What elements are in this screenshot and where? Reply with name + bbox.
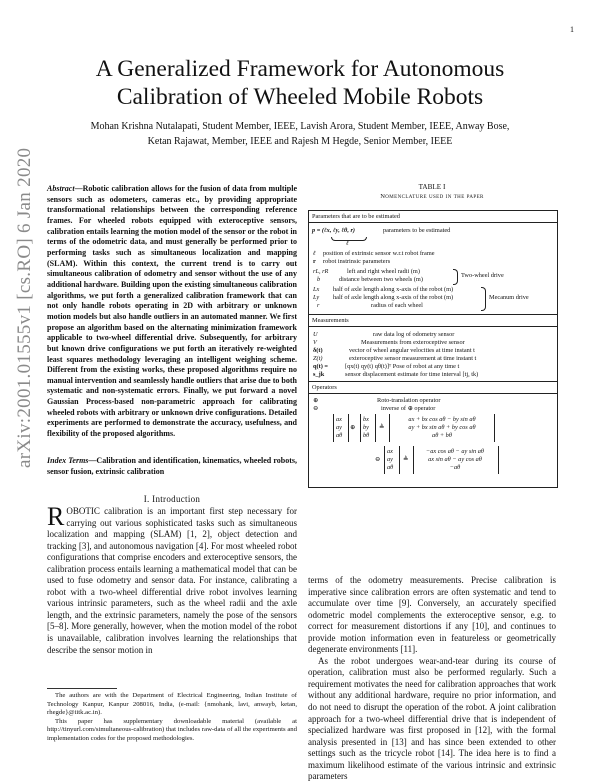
eq1-lhs-entry: aθ — [336, 432, 343, 439]
section-heading: I. Introduction — [143, 494, 201, 504]
table-caption-number: TABLE I — [418, 183, 446, 191]
lx-desc: half of axle length along x-axis of the robot (m) — [333, 286, 454, 293]
table-divider — [309, 326, 557, 327]
drop-cap: R — [47, 502, 65, 531]
table-divider — [309, 381, 557, 382]
meas-desc: vector of wheel angular velocities at time instant t — [349, 347, 475, 354]
footnotes — [47, 692, 297, 744]
ell-desc: position of extrinsic sensor w.r.t robot frame — [323, 250, 435, 257]
table-section-measurements: Measurements — [312, 317, 349, 324]
table-divider — [309, 314, 557, 315]
ell-symbol: ℓ — [313, 250, 316, 257]
meas-symbol: V — [313, 339, 317, 346]
author-list — [45, 120, 555, 149]
eq1-rhs-entry: ay + bx sin aθ + by cos aθ — [408, 424, 476, 431]
table-divider — [309, 222, 557, 223]
ominus-desc: inverse of ⊕ operator — [381, 405, 436, 412]
eq1-rhs-entry: aθ + bθ — [432, 432, 452, 439]
right-paragraph-1: terms of the odometry measurements. Precise calibration is imperative since calibration errors are often systematic and tend to accumulate over time [9]. Conversely, an accurately specified odometric model complements the exteroceptive sensor, e.g. to correct for measurement distortions if any [10], and continues to provide motion information even in featureless or geometrically degenerate environments [11]. — [308, 575, 556, 655]
meas-desc: exteroceptive sensor measurement at time instant t — [349, 355, 477, 362]
eq1-mid-entry: bx — [363, 416, 369, 423]
ominus-symbol: ⊖ — [313, 405, 319, 412]
eq1-rhs-entry: ax + bx cos aθ − by sin aθ — [408, 416, 476, 423]
eq2-rhs-entry: −ax cos aθ − ay sin aθ — [425, 448, 485, 455]
eq2-ominus: ⊖ — [375, 456, 381, 463]
r-symbol: r — [313, 258, 316, 265]
table-section-operators: Operators — [312, 384, 337, 391]
mecanum-brace — [481, 287, 486, 311]
eq1-mid-entry: bθ — [363, 432, 370, 439]
authors-line-2: Ketan Rajawat, Member, IEEE and Rajesh M Hegde, Senior Member, IEEE — [147, 135, 453, 147]
meas-desc: raw data log of odometry sensor — [373, 331, 455, 338]
eq1-oplus: ⊕ — [350, 424, 356, 431]
eq1-mid-entry: by — [363, 424, 369, 431]
ly-symbol: Ly — [313, 294, 320, 301]
arxiv-identifier[interactable]: arXiv:2001.01555v1 [cs.RO] 6 Jan 2020 — [14, 147, 35, 468]
rr-desc: radius of each wheel — [371, 302, 423, 309]
eq1-lhs-entry: ax — [336, 416, 342, 423]
eq1-defeq: ≜ — [379, 424, 385, 431]
rlrr-desc: left and right wheel radii (m) — [347, 268, 420, 275]
table-divider — [309, 393, 557, 394]
meas-symbol: δ(t) — [313, 347, 323, 354]
mecanum-label: Mecanum drive — [489, 294, 529, 301]
title-line-1: A Generalized Framework for Autonomous — [95, 56, 505, 82]
oplus-symbol: ⊕ — [313, 397, 319, 404]
oplus-desc: Roto-translation operator — [377, 397, 441, 404]
eq2-rhs-entry: −aθ — [449, 464, 461, 471]
abstract-text: —Robotic calibration allows for the fusion of data from multiple sensors such as odometers, cameras etc., by providing appropriate transformational relationships between the corresponding reference frames. For wheeled robots equipped with exteroceptive sensors, calibration entails learning the motion model of the sensor or the robot in terms of the odometric data, and must generally be performed prior to performing tasks such as simultaneous localization and mapping (SLAM). Within this context, the current trend is to carry out simultaneous calibration of odometry and sensor without the use of any additional hardware. Building upon the existing simultaneous calibration algorithms, we put forth a generalized calibration framework that can not only handle robots operating in 2D with arbitrary or unknown motion models but also handle outliers in an automated manner. We first propose an algorithm based on the alternating minimization framework applicable to two-wheel differential drive. Subsequently, for arbitrary but known drive configurations we put forth an iteratively re-weighted least squares methodology leveraging an intelligent weighing scheme. Different from the existing works, these proposed algorithms require no manual intervention and seamlessly handle outliers that arise due to both systematic and non-systematic errors. Finally, we put forward a novel Gaussian Process-based non-parametric approach for calibrating wheeled robots with arbitrary or unknown drive configurations. Detailed experiments are performed to demonstrate the accuracy, usefulness, and flexibility of the proposed algorithms. — [47, 184, 297, 439]
eq2-defeq: ≜ — [403, 456, 409, 463]
param-vector-desc: parameters to be estimated — [383, 227, 451, 234]
right-column-body — [308, 575, 556, 783]
eq2-lhs-entry: aθ — [387, 464, 394, 471]
rlrr-symbol: rL, rR — [313, 268, 329, 275]
underbrace-label: ℓ — [346, 240, 349, 247]
b-desc: distance between two wheels (m) — [339, 276, 423, 283]
index-terms-label: Index Terms — [47, 456, 89, 465]
ly-desc: half of axle length along x-axis of the robot (m) — [333, 294, 454, 301]
title-line-2: Calibration of Wheeled Mobile Robots — [116, 84, 484, 110]
underbrace — [331, 237, 367, 241]
footnote-affiliation: The authors are with the Department of Electrical Engineering, Indian Institute of Technology Kanpur, Kanpur 208016, India, (e-mail: {nmohank, lavi, anwayb, ketan, rhegde}@iitk.ac.in). — [47, 692, 297, 717]
meas-desc: [qx(t) qy(t) qθ(t)]ᵀ Pose of robot at any time t — [345, 363, 460, 370]
footnote-supplementary: This paper has supplementary downloadable material (available at http://tinyurl.com/simultaneous-calibration) that includes raw-data of all the experiments and implementation codes for the proposed methodologies. — [47, 717, 297, 742]
nomenclature-table — [308, 210, 558, 488]
b-symbol: b — [317, 276, 321, 283]
introduction-paragraph — [47, 502, 297, 656]
meas-desc: sensor displacement estimate for time interval [tj, tk) — [345, 371, 479, 378]
table-section-parameters: Parameters that are to be estimated — [312, 213, 400, 220]
index-terms-text: —Calibration and identification, kinematics, wheeled robots, sensor fusion, extrinsic calibration — [47, 456, 298, 476]
table-caption-title: Nomenclature used in the paper — [380, 193, 484, 200]
footnote-rule — [47, 688, 117, 689]
abstract-label: Abstract — [47, 184, 75, 193]
page-number: 1 — [570, 25, 574, 34]
meas-desc: Measurements from exteroceptive sensor — [361, 339, 465, 346]
twowheel-label: Two-wheel drive — [461, 272, 504, 279]
r-desc: robot instrinsic parameters — [323, 258, 391, 265]
index-terms — [47, 456, 297, 477]
authors-line-1: Mohan Krishna Nutalapati, Student Member, IEEE, Lavish Arora, Student Member, IEEE, Anway Bose, — [90, 121, 510, 132]
paper-title — [0, 55, 600, 111]
meas-symbol: s_jk — [313, 371, 325, 378]
abstract — [47, 184, 297, 440]
lx-symbol: Lx — [313, 286, 320, 293]
meas-symbol: Z(t) — [313, 355, 323, 362]
intro-text: calibration is an important first step necessary for carrying out various sophisticated tasks such as simultaneous localization and mapping (SLAM) [1, 2], object detection and tracking [3], and autonomous navigation [4]. For most wheeled robot configurations that comprise encoders and exteroceptive sensors, the calibration process entails learning a mathematical model that can be used to fuse odometry and sensor data. For instance, calibrating a robot with a two-wheel differential drive robot involves learning various intrinsic parameters, such as the wheel radii and the axle length, and the extrinsic parameters, namely the pose of the sensors [5–8]. More generally, however, when the motion model of the robot is unavailable, calibration involves learning the relationships that describe the sensor motion in — [47, 506, 297, 655]
right-paragraph-2: As the robot undergoes wear-and-tear during its course of operation, calibration must also be performed regularly. Such a requirement motivates the need for calibration approaches that work without any additional hardware, require no prior information, and do not need to disrupt the operation of the robot. A joint calibration approach for a two-wheel differential drive that is independent of specialized hardware was first proposed in [12], with the formal analysis presented in [13] and has since been extended to other settings such as the tricycle robot [14]. The idea here is to find a maximum likelihood estimate of the various intrinsic and extrinsic parameters — [308, 655, 556, 782]
param-vector-symbol: p = (ℓx, ℓy, ℓθ, r) — [312, 227, 356, 234]
meas-symbol: q(t) = — [313, 363, 328, 370]
eq1-lhs-entry: ay — [336, 424, 342, 431]
eq2-lhs-entry: ax — [387, 448, 393, 455]
intro-lead-word: OBOTIC — [66, 506, 100, 516]
eq2-rhs-entry: ax sin aθ − ay cos aθ — [428, 456, 482, 463]
rr-symbol: r — [317, 302, 320, 309]
twowheel-brace — [453, 269, 458, 285]
eq2-lhs-entry: ay — [387, 456, 393, 463]
meas-symbol: U — [313, 331, 318, 338]
